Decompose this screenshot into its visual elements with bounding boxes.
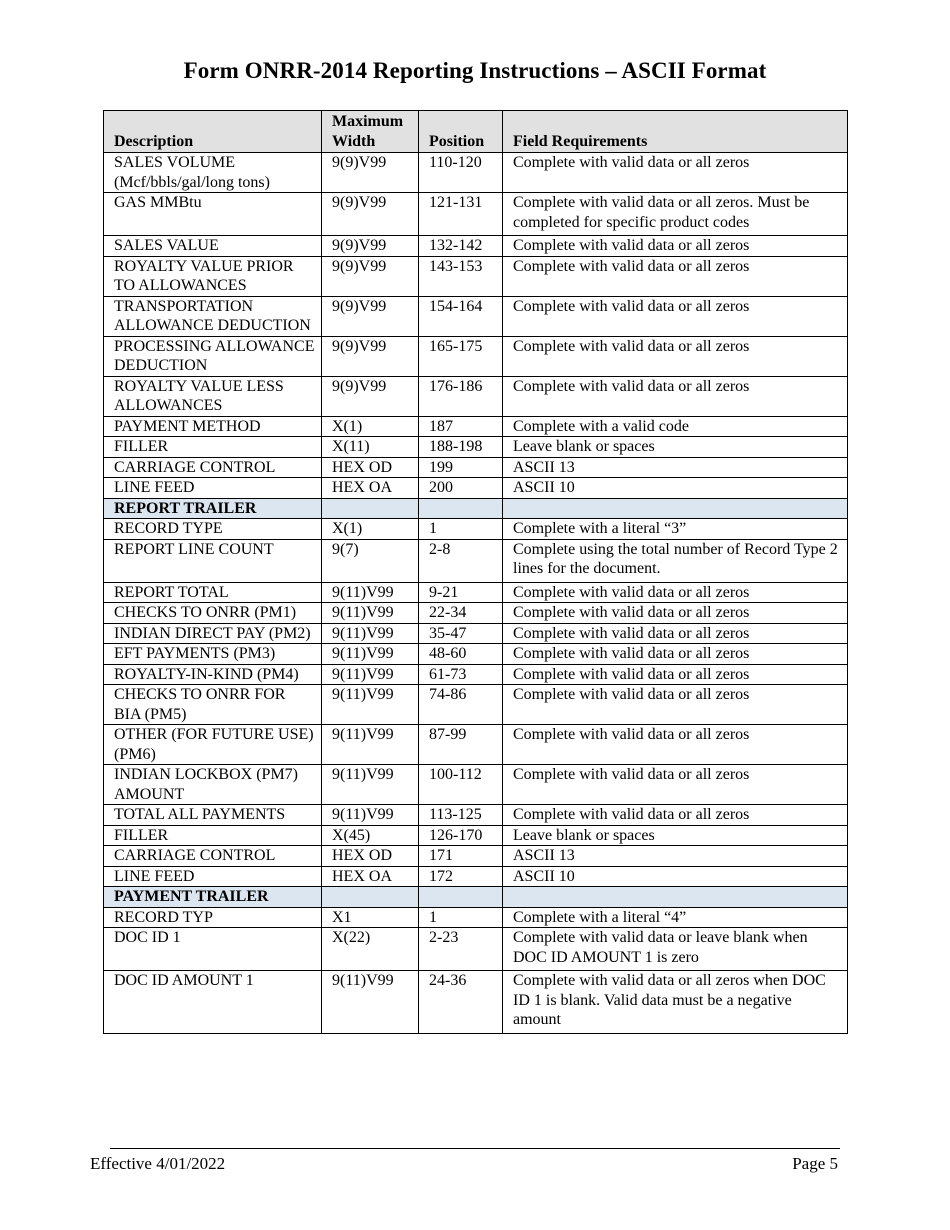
cell-max-width: HEX OD <box>322 457 419 478</box>
section-row <box>104 887 848 908</box>
cell-position: 48-60 <box>419 644 503 665</box>
cell-field-requirements: Complete with valid data or all zeros <box>503 236 848 257</box>
cell-field-requirements: Complete with valid data or all zeros <box>503 725 848 765</box>
cell-position: 9-21 <box>419 582 503 603</box>
cell-position: 188-198 <box>419 437 503 458</box>
table-row <box>104 457 848 478</box>
section-empty-cell <box>322 498 419 519</box>
cell-description: CARRIAGE CONTROL <box>104 457 322 478</box>
cell-field-requirements: Complete with valid data or all zeros <box>503 256 848 296</box>
table-row <box>104 603 848 624</box>
cell-max-width: 9(11)V99 <box>322 603 419 624</box>
page-title: Form ONRR-2014 Reporting Instructions – ASCII Format <box>183 58 767 83</box>
cell-description: REPORT TOTAL <box>104 582 322 603</box>
table-row <box>104 336 848 376</box>
cell-field-requirements: Complete with valid data or all zeros when DOC ID 1 is blank. Valid data must be a negative amount <box>503 971 848 1034</box>
cell-max-width: 9(11)V99 <box>322 644 419 665</box>
section-empty-cell <box>419 887 503 908</box>
table-row <box>104 866 848 887</box>
cell-position: 171 <box>419 846 503 867</box>
cell-position: 2-8 <box>419 539 503 582</box>
cell-position: 132-142 <box>419 236 503 257</box>
cell-max-width: HEX OD <box>322 846 419 867</box>
cell-field-requirements: ASCII 10 <box>503 866 848 887</box>
cell-max-width: 9(9)V99 <box>322 296 419 336</box>
cell-description: OTHER (FOR FUTURE USE) (PM6) <box>104 725 322 765</box>
cell-description: LINE FEED <box>104 866 322 887</box>
cell-description: LINE FEED <box>104 478 322 499</box>
cell-field-requirements: Complete with valid data or all zeros. Must be completed for specific product codes <box>503 193 848 236</box>
section-title: REPORT TRAILER <box>104 498 322 519</box>
cell-max-width: 9(11)V99 <box>322 582 419 603</box>
cell-description: TOTAL ALL PAYMENTS <box>104 805 322 826</box>
cell-max-width: 9(9)V99 <box>322 256 419 296</box>
cell-max-width: 9(7) <box>322 539 419 582</box>
table-row <box>104 376 848 416</box>
cell-position: 199 <box>419 457 503 478</box>
cell-field-requirements: ASCII 13 <box>503 457 848 478</box>
table-row <box>104 644 848 665</box>
cell-description: CHECKS TO ONRR (PM1) <box>104 603 322 624</box>
cell-position: 74-86 <box>419 685 503 725</box>
cell-position: 110-120 <box>419 153 503 193</box>
cell-field-requirements: Complete with valid data or all zeros <box>503 685 848 725</box>
cell-max-width: X(45) <box>322 825 419 846</box>
cell-position: 61-73 <box>419 664 503 685</box>
cell-position: 35-47 <box>419 623 503 644</box>
section-empty-cell <box>419 498 503 519</box>
cell-field-requirements: Complete with valid data or leave blank when DOC ID AMOUNT 1 is zero <box>503 928 848 971</box>
cell-field-requirements: Complete with valid data or all zeros <box>503 153 848 193</box>
cell-position: 154-164 <box>419 296 503 336</box>
table-row <box>104 256 848 296</box>
cell-max-width: X(22) <box>322 928 419 971</box>
cell-position: 200 <box>419 478 503 499</box>
cell-field-requirements: ASCII 10 <box>503 478 848 499</box>
cell-field-requirements: Leave blank or spaces <box>503 437 848 458</box>
cell-position: 113-125 <box>419 805 503 826</box>
cell-max-width: 9(9)V99 <box>322 336 419 376</box>
table-row <box>104 582 848 603</box>
table-row <box>104 907 848 928</box>
header-max-width <box>322 111 419 153</box>
cell-description: PROCESSING ALLOWANCE DEDUCTION <box>104 336 322 376</box>
table-row <box>104 437 848 458</box>
table-row <box>104 846 848 867</box>
table-row <box>104 685 848 725</box>
table-row <box>104 623 848 644</box>
cell-position: 100-112 <box>419 765 503 805</box>
cell-description: INDIAN DIRECT PAY (PM2) <box>104 623 322 644</box>
cell-position: 187 <box>419 416 503 437</box>
cell-max-width: 9(11)V99 <box>322 805 419 826</box>
cell-description: DOC ID 1 <box>104 928 322 971</box>
cell-max-width: HEX OA <box>322 478 419 499</box>
cell-max-width: X(1) <box>322 519 419 540</box>
cell-max-width: 9(11)V99 <box>322 685 419 725</box>
cell-max-width: 9(11)V99 <box>322 971 419 1034</box>
cell-description: PAYMENT METHOD <box>104 416 322 437</box>
cell-field-requirements: ASCII 13 <box>503 846 848 867</box>
table-row <box>104 296 848 336</box>
cell-description: RECORD TYP <box>104 907 322 928</box>
table-row <box>104 664 848 685</box>
footer-effective-date: Effective 4/01/2022 <box>90 1154 226 1173</box>
table-row <box>104 928 848 971</box>
header-max-width-line1: Maximum <box>332 113 404 130</box>
cell-max-width: 9(9)V99 <box>322 153 419 193</box>
cell-description: GAS MMBtu <box>104 193 322 236</box>
cell-position: 1 <box>419 907 503 928</box>
cell-position: 176-186 <box>419 376 503 416</box>
table-row <box>104 805 848 826</box>
header-max-width-line2: Width <box>332 132 376 150</box>
cell-description: RECORD TYPE <box>104 519 322 540</box>
cell-position: 22-34 <box>419 603 503 624</box>
cell-description: CARRIAGE CONTROL <box>104 846 322 867</box>
header-description: Description <box>104 111 322 153</box>
cell-field-requirements: Complete with valid data or all zeros <box>503 376 848 416</box>
table-row <box>104 725 848 765</box>
cell-description: SALES VALUE <box>104 236 322 257</box>
cell-max-width: 9(11)V99 <box>322 765 419 805</box>
cell-max-width: X(1) <box>322 416 419 437</box>
table-body <box>104 153 848 1034</box>
table-row <box>104 153 848 193</box>
cell-field-requirements: Leave blank or spaces <box>503 825 848 846</box>
cell-position: 121-131 <box>419 193 503 236</box>
cell-field-requirements: Complete with a literal “4” <box>503 907 848 928</box>
footer-page-number: Page 5 <box>792 1154 838 1173</box>
cell-position: 1 <box>419 519 503 540</box>
cell-description: ROYALTY-IN-KIND (PM4) <box>104 664 322 685</box>
cell-description: ROYALTY VALUE LESS ALLOWANCES <box>104 376 322 416</box>
table-row <box>104 825 848 846</box>
section-empty-cell <box>322 887 419 908</box>
table-row <box>104 416 848 437</box>
cell-field-requirements: Complete with valid data or all zeros <box>503 664 848 685</box>
cell-max-width: 9(9)V99 <box>322 236 419 257</box>
cell-max-width: X(11) <box>322 437 419 458</box>
header-field-requirements: Field Requirements <box>503 111 848 153</box>
cell-position: 172 <box>419 866 503 887</box>
table-row <box>104 236 848 257</box>
cell-field-requirements: Complete with a literal “3” <box>503 519 848 540</box>
table-row <box>104 519 848 540</box>
cell-description: ROYALTY VALUE PRIOR TO ALLOWANCES <box>104 256 322 296</box>
table-row <box>104 971 848 1034</box>
cell-field-requirements: Complete with valid data or all zeros <box>503 296 848 336</box>
cell-description: EFT PAYMENTS (PM3) <box>104 644 322 665</box>
cell-position: 2-23 <box>419 928 503 971</box>
section-empty-cell <box>503 498 848 519</box>
cell-position: 126-170 <box>419 825 503 846</box>
cell-field-requirements: Complete with valid data or all zeros <box>503 336 848 376</box>
section-empty-cell <box>503 887 848 908</box>
cell-description: DOC ID AMOUNT 1 <box>104 971 322 1034</box>
cell-description: FILLER <box>104 437 322 458</box>
table-header <box>104 111 848 153</box>
table-row <box>104 539 848 582</box>
cell-description: INDIAN LOCKBOX (PM7) AMOUNT <box>104 765 322 805</box>
cell-max-width: 9(9)V99 <box>322 376 419 416</box>
header-position: Position <box>419 111 503 153</box>
cell-field-requirements: Complete with valid data or all zeros <box>503 603 848 624</box>
cell-max-width: 9(11)V99 <box>322 725 419 765</box>
cell-position: 87-99 <box>419 725 503 765</box>
cell-description: FILLER <box>104 825 322 846</box>
cell-field-requirements: Complete with valid data or all zeros <box>503 805 848 826</box>
cell-position: 165-175 <box>419 336 503 376</box>
cell-field-requirements: Complete using the total number of Record Type 2 lines for the document. <box>503 539 848 582</box>
cell-description: TRANSPORTATION ALLOWANCE DEDUCTION <box>104 296 322 336</box>
cell-field-requirements: Complete with valid data or all zeros <box>503 582 848 603</box>
cell-max-width: 9(9)V99 <box>322 193 419 236</box>
cell-position: 24-36 <box>419 971 503 1034</box>
cell-description: REPORT LINE COUNT <box>104 539 322 582</box>
cell-position: 143-153 <box>419 256 503 296</box>
footer-divider <box>110 1148 840 1149</box>
record-layout-table <box>103 110 848 1034</box>
cell-field-requirements: Complete with valid data or all zeros <box>503 623 848 644</box>
cell-max-width: HEX OA <box>322 866 419 887</box>
section-title: PAYMENT TRAILER <box>104 887 322 908</box>
cell-field-requirements: Complete with valid data or all zeros <box>503 765 848 805</box>
cell-description: CHECKS TO ONRR FOR BIA (PM5) <box>104 685 322 725</box>
cell-max-width: X1 <box>322 907 419 928</box>
table-row <box>104 478 848 499</box>
cell-max-width: 9(11)V99 <box>322 664 419 685</box>
cell-max-width: 9(11)V99 <box>322 623 419 644</box>
table-row <box>104 193 848 236</box>
cell-description: SALES VOLUME (Mcf/bbls/gal/long tons) <box>104 153 322 193</box>
table-row <box>104 765 848 805</box>
cell-field-requirements: Complete with valid data or all zeros <box>503 644 848 665</box>
section-row <box>104 498 848 519</box>
cell-field-requirements: Complete with a valid code <box>503 416 848 437</box>
